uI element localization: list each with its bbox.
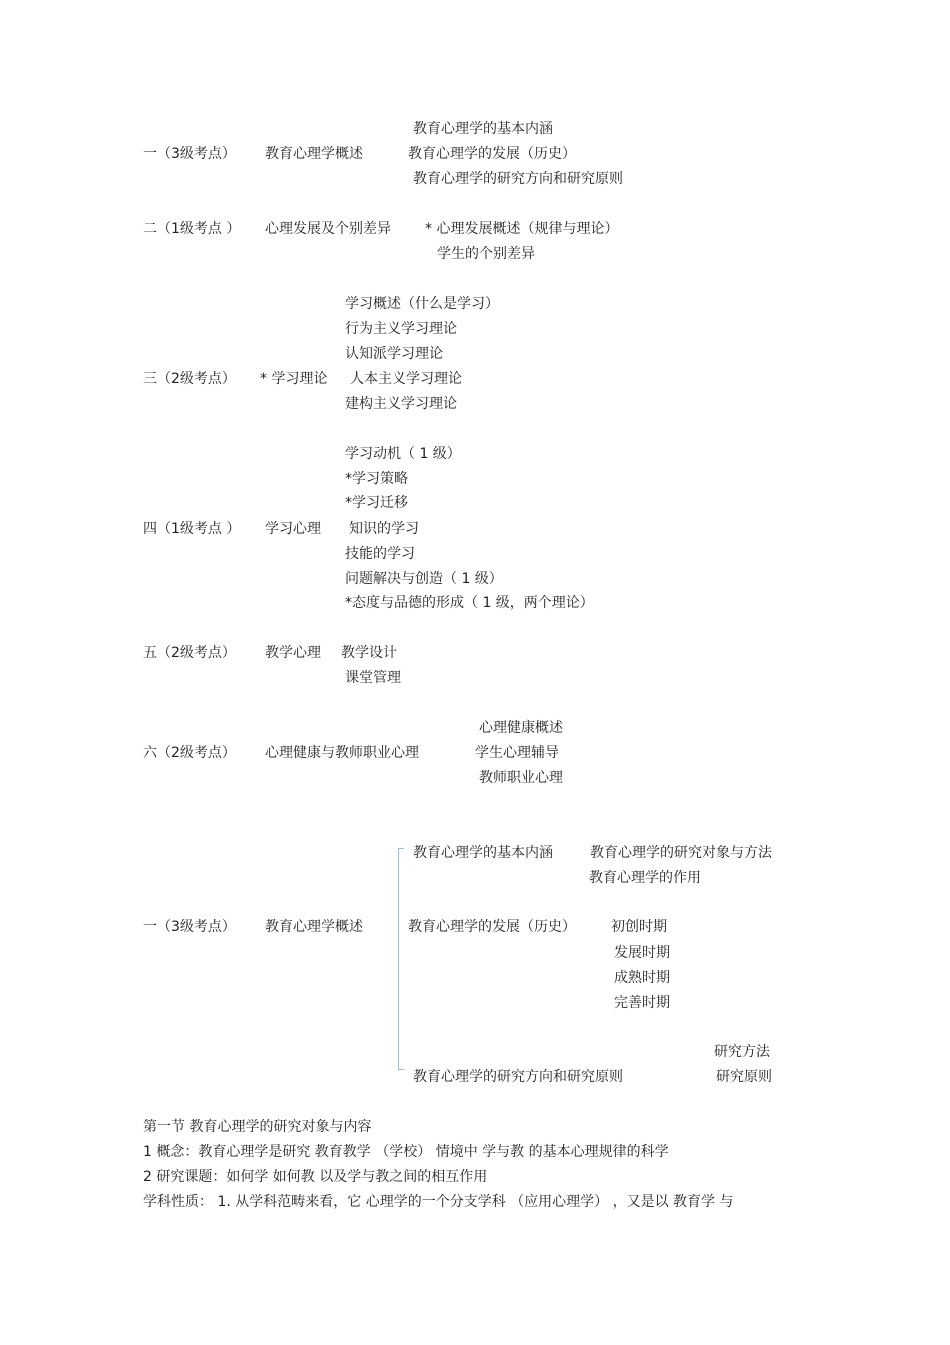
b2-label: 二（1级考点 ） (143, 221, 241, 237)
node-2-item: 发展时期 (614, 945, 670, 961)
b3-item: 人本主义学习理论 (350, 371, 462, 387)
b3-label: 三（2级考点） (143, 371, 236, 387)
b1-item: 教育心理学的研究方向和研究原则 (413, 171, 623, 187)
node-1-item: 教育心理学的作用 (589, 870, 701, 886)
b4-item: 知识的学习 (349, 521, 419, 537)
b4-item: *学习迁移 (345, 495, 408, 511)
node-3: 教育心理学的研究方向和研究原则 (413, 1069, 623, 1085)
b2-item: * 心理发展概述（规律与理论） (425, 221, 619, 237)
b4-topic: 学习心理 (265, 521, 321, 537)
b4-item: 学习动机（ 1 级） (345, 446, 461, 462)
bracket-vertical (398, 848, 399, 1070)
node-1: 教育心理学的基本内涵 (413, 845, 553, 861)
node-1-item: 教育心理学的研究对象与方法 (590, 845, 772, 861)
paragraph-line: 1 概念：教育心理学是研究 教育教学 （学校） 情境中 学与教 的基本心理规律的科学 (143, 1144, 669, 1160)
b1-label: 一（3级考点） (143, 146, 236, 162)
b4-item: *学习策略 (345, 471, 408, 487)
b2-topic: 心理发展及个别差异 (265, 221, 391, 237)
b6-topic: 心理健康与教师职业心理 (265, 745, 419, 761)
paragraph-line: 2 研究课题：如何学 如何教 以及学与教之间的相互作用 (143, 1169, 488, 1185)
bracket-top-tick (398, 848, 404, 849)
b3-item: 学习概述（什么是学习） (345, 296, 499, 312)
b1-topic: 教育心理学概述 (265, 146, 363, 162)
b3-topic: * 学习理论 (260, 371, 328, 387)
node-2: 教育心理学的发展（历史） (408, 919, 576, 935)
b4-label: 四（1级考点 ） (143, 521, 241, 537)
b5-label: 五（2级考点） (143, 645, 236, 661)
b6-item: 学生心理辅导 (475, 745, 559, 761)
b2-item: 学生的个别差异 (437, 246, 535, 262)
b1-item: 教育心理学的基本内涵 (413, 121, 553, 137)
s2-label: 一（3级考点） (143, 919, 236, 935)
b5-item: 课堂管理 (345, 670, 401, 686)
node-2-item: 初创时期 (611, 919, 667, 935)
b4-item: 问题解决与创造（ 1 级） (345, 571, 503, 587)
b3-item: 建构主义学习理论 (345, 396, 457, 412)
b6-item: 心理健康概述 (479, 720, 563, 736)
bracket-bottom-tick (398, 1069, 404, 1070)
s2-topic: 教育心理学概述 (265, 919, 363, 935)
b3-item: 行为主义学习理论 (345, 321, 457, 337)
b5-topic: 教学心理 (265, 645, 321, 661)
paragraph-line: 学科性质： 1. 从学科范畴来看，它 心理学的一个分支学科 （应用心理学） ，又是以 教育学 与 (143, 1194, 734, 1210)
node-3-item: 研究方法 (714, 1044, 770, 1060)
b4-item: 技能的学习 (345, 546, 415, 562)
section-heading: 第一节 教育心理学的研究对象与内容 (143, 1119, 372, 1135)
b1-item: 教育心理学的发展（历史） (408, 146, 576, 162)
b6-label: 六（2级考点） (143, 745, 236, 761)
node-3-item: 研究原则 (716, 1069, 772, 1085)
node-2-item: 成熟时期 (614, 970, 670, 986)
b6-item: 教师职业心理 (479, 770, 563, 786)
node-2-item: 完善时期 (614, 995, 670, 1011)
b4-item: *态度与品德的形成（ 1 级，两个理论） (345, 595, 594, 611)
b3-item: 认知派学习理论 (345, 346, 443, 362)
b5-item: 教学设计 (341, 645, 397, 661)
